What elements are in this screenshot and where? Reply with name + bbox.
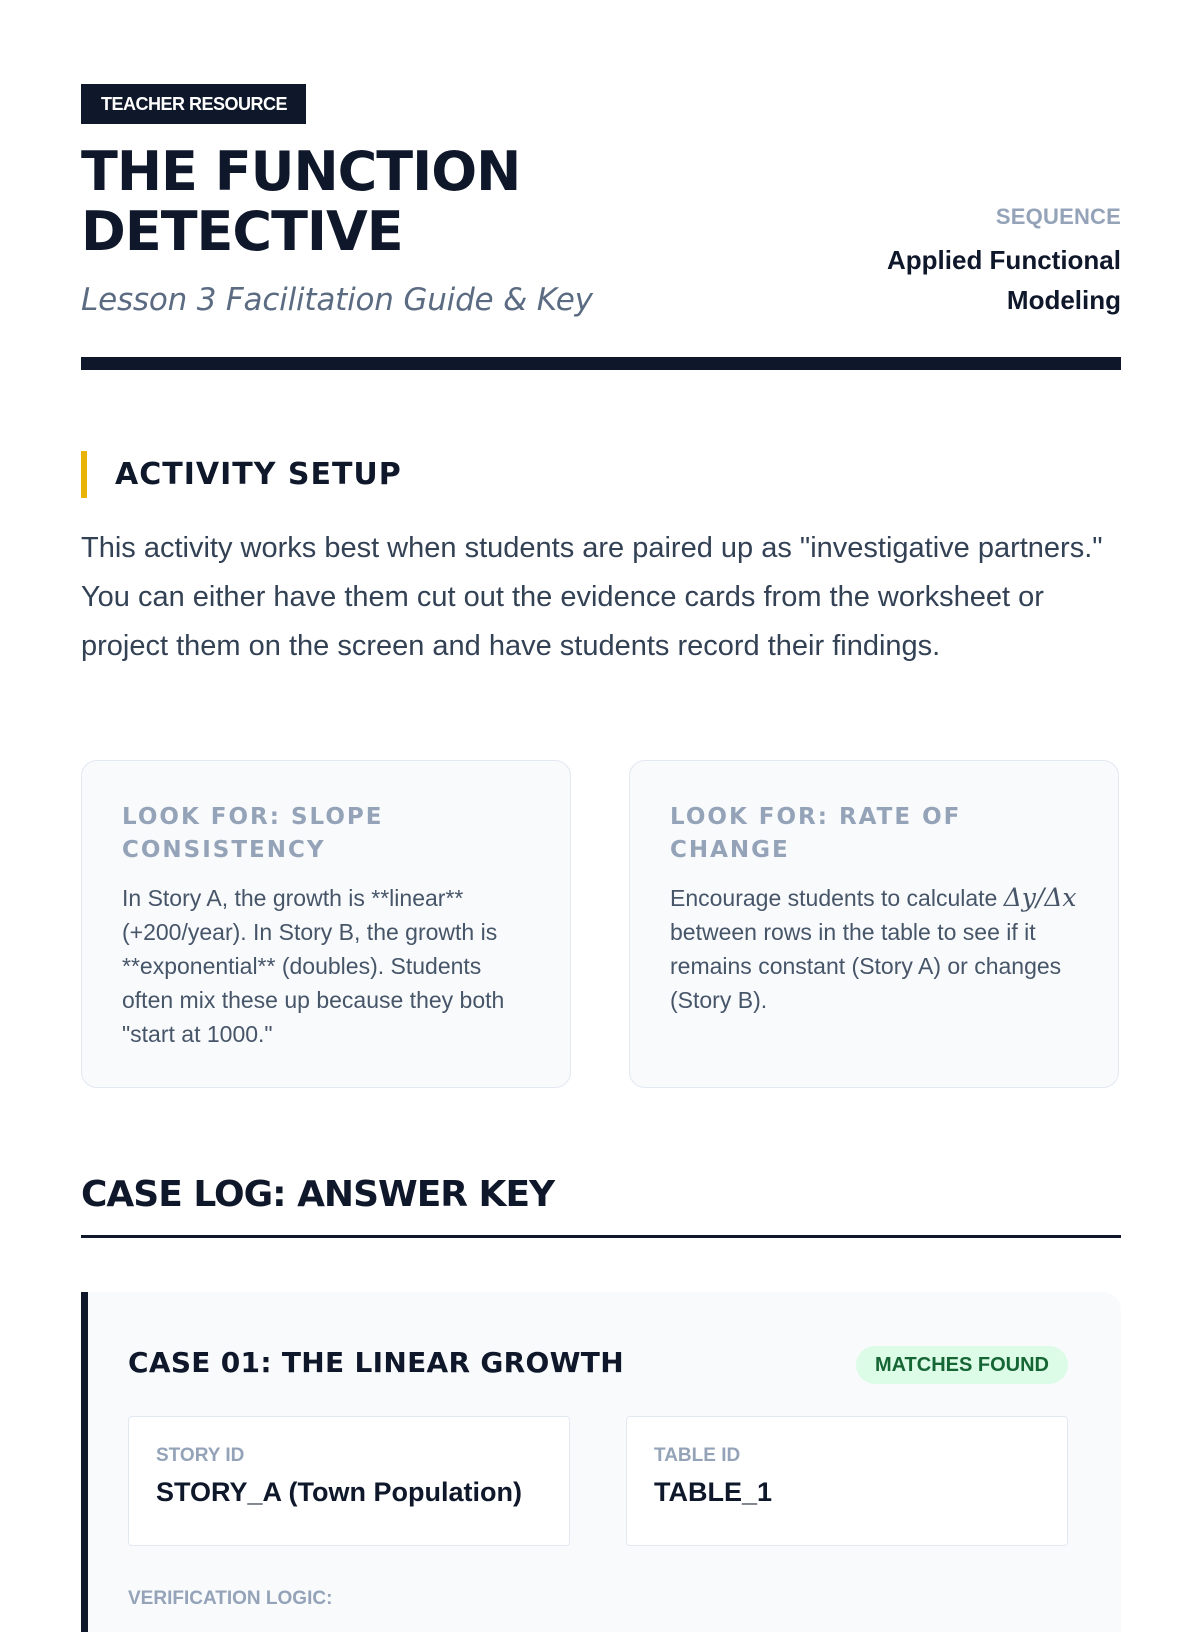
- sequence-info: [887, 204, 1121, 320]
- page: [81, 84, 1121, 1609]
- sequence-value-line-2: Modeling: [1006, 285, 1121, 315]
- case-log-heading: CASE LOG: ANSWER KEY: [81, 1174, 555, 1215]
- story-id-label: STORY ID: [156, 1445, 245, 1466]
- tip-title: LOOK FOR: SLOPE CONSISTENCY: [122, 804, 384, 863]
- verification-logic-label: VERIFICATION LOGIC:: [128, 1588, 333, 1609]
- tip-body: In Story A, the growth is **linear** (+200/year). In Story B, the growth is **exponential** (doubles). Students often mix these up because they both "start at 1000.": [122, 885, 505, 1047]
- resource-tag: TEACHER RESOURCE: [81, 84, 306, 124]
- header: [81, 84, 1121, 370]
- case-title: CASE 01: THE LINEAR GROWTH: [128, 1346, 624, 1379]
- activity-setup-heading: ACTIVITY SETUP: [81, 451, 402, 498]
- tip-body: [670, 881, 1078, 1017]
- tip-body-before: Encourage students to calculate: [670, 885, 998, 911]
- tip-card-slope-consistency: [81, 760, 571, 1088]
- activity-intro-text: This activity works best when students are paired up as "investigative partners." You can either have them cut out the evidence cards from the worksheet or project them on the screen and have students record their findings.: [81, 532, 1103, 662]
- table-id-label: TABLE ID: [654, 1445, 741, 1466]
- header-divider: [81, 357, 1121, 370]
- sequence-label: SEQUENCE: [995, 204, 1121, 229]
- title-line-2: DETECTIVE: [81, 200, 403, 263]
- story-id-value: STORY_A (Town Population): [156, 1477, 522, 1507]
- page-subtitle: Lesson 3 Facilitation Guide & Key: [81, 282, 593, 318]
- tip-cards: [81, 760, 1121, 1090]
- story-id-box: [128, 1416, 570, 1546]
- sequence-value-line-1: Applied Functional: [887, 245, 1121, 275]
- delta-formula: Δy/Δx: [1003, 883, 1077, 912]
- sequence-value: [887, 240, 1121, 320]
- tip-body-after: between rows in the table to see if it remains constant (Story A) or changes (Story B).: [670, 919, 1062, 1013]
- table-id-box: [626, 1416, 1068, 1546]
- tip-title: LOOK FOR: RATE OF CHANGE: [670, 804, 962, 863]
- case-card: [81, 1292, 1121, 1632]
- title-line-1: THE FUNCTION: [81, 140, 521, 203]
- status-badge: MATCHES FOUND: [856, 1346, 1068, 1384]
- case-log-divider: [81, 1235, 1121, 1238]
- tip-card-rate-of-change: [629, 760, 1119, 1088]
- table-id-value: TABLE_1: [654, 1477, 773, 1507]
